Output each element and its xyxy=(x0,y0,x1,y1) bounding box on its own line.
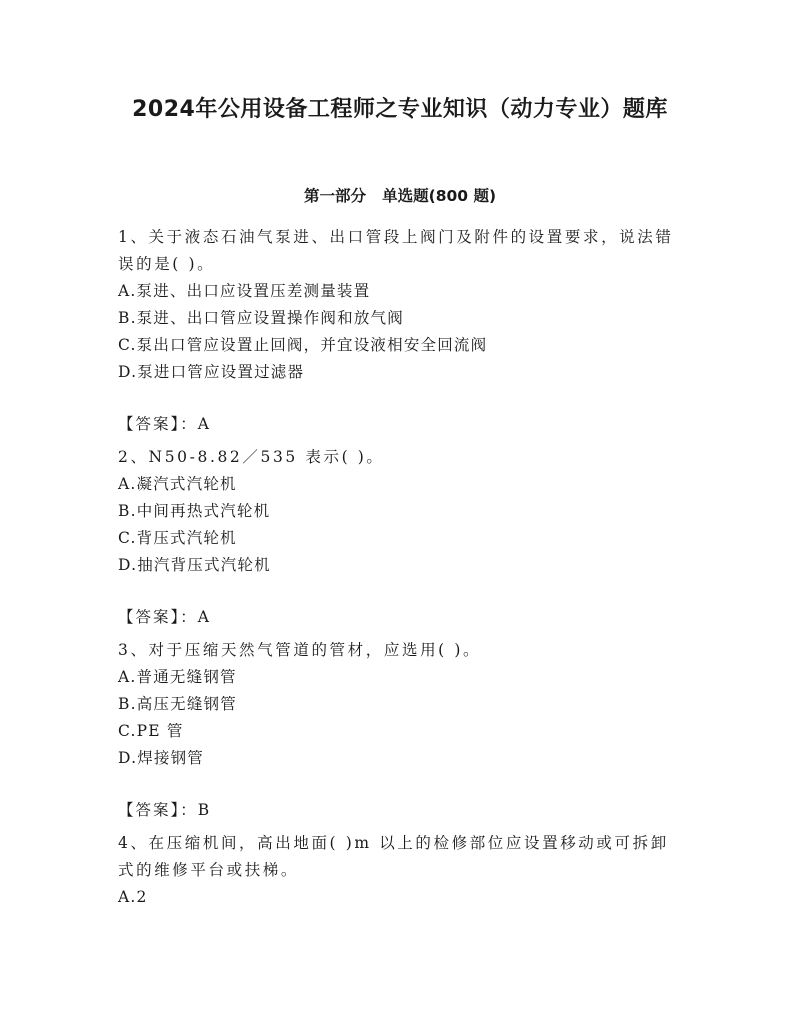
option-b: B.泵进、出口管应设置操作阀和放气阀 xyxy=(118,309,404,327)
option-a: A.凝汽式汽轮机 xyxy=(118,475,237,493)
question-2 xyxy=(118,444,686,631)
option-d: D.焊接钢管 xyxy=(118,749,205,767)
option-a: A.普通无缝钢管 xyxy=(118,668,237,686)
question-stem-line: 4、在压缩机间，高出地面( )m 以上的检修部位应设置移动或可拆卸 xyxy=(118,834,669,852)
question-stem-line: 2、N50-8.82／535 表示( )。 xyxy=(118,448,385,466)
option-b: B.高压无缝钢管 xyxy=(118,695,237,713)
question-stem-line: 式的维修平台或扶梯。 xyxy=(118,861,300,879)
option-d: D.泵进口管应设置过滤器 xyxy=(118,363,305,381)
question-4 xyxy=(118,830,686,911)
question-3 xyxy=(118,637,686,824)
question-stem-line: 1、关于液态石油气泵进、出口管段上阀门及附件的设置要求，说法错 xyxy=(118,228,674,246)
question-stem-line: 误的是( )。 xyxy=(118,255,216,273)
question-1 xyxy=(118,224,686,438)
section-title: 第一部分 单选题(800 题) xyxy=(303,187,497,205)
answer-label: 【答案】：A xyxy=(118,608,211,626)
document-title: 2024年公用设备工程师之专业知识（动力专业）题库 xyxy=(132,97,668,122)
question-list xyxy=(118,224,686,911)
option-c: C.泵出口管应设置止回阀，并宜设液相安全回流阀 xyxy=(118,336,488,354)
option-a: A.2 xyxy=(118,888,148,906)
option-a: A.泵进、出口应设置压差测量装置 xyxy=(118,282,371,300)
answer-label: 【答案】：A xyxy=(118,415,211,433)
option-b: B.中间再热式汽轮机 xyxy=(118,502,271,520)
option-c: C.背压式汽轮机 xyxy=(118,529,237,547)
answer-label: 【答案】：B xyxy=(118,801,212,819)
question-stem-line: 3、对于压缩天然气管道的管材，应选用( )。 xyxy=(118,641,482,659)
option-c: C.PE 管 xyxy=(118,722,184,740)
option-d: D.抽汽背压式汽轮机 xyxy=(118,556,271,574)
